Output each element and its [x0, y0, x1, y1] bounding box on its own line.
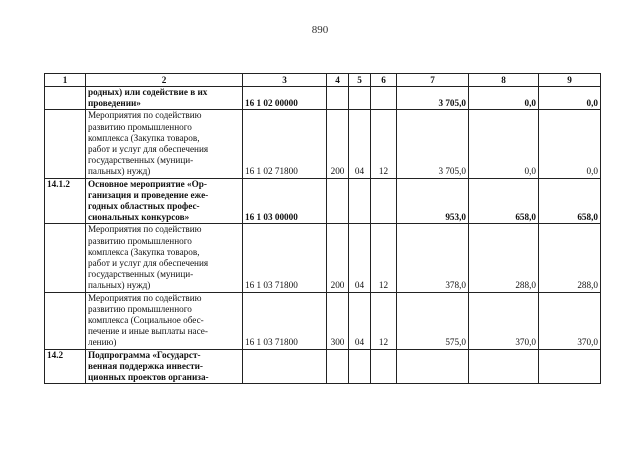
budget-code: 16 1 02 00000	[243, 87, 327, 110]
row-number	[45, 224, 86, 292]
page-number: 890	[311, 24, 329, 36]
row-number: 14.2	[45, 349, 86, 384]
amount-col9: 288,0	[539, 224, 601, 292]
column-header: 9	[539, 74, 601, 87]
table-row	[45, 292, 601, 349]
row-name-text: родных) или содействие в их проведении»	[88, 87, 208, 109]
section-code	[349, 178, 371, 224]
subsection-code: 12	[371, 292, 397, 349]
budget-table	[44, 73, 601, 384]
amount-col7: 378,0	[397, 224, 469, 292]
table-header-row	[45, 74, 601, 87]
subsection-code: 12	[371, 110, 397, 178]
budget-code	[243, 349, 327, 384]
column-header: 6	[371, 74, 397, 87]
row-name-text: Мероприятия по содействию развитию промышленного комплекса (Социальное обес- печение и иные выплаты насе- лению)	[88, 292, 208, 348]
row-name	[86, 110, 243, 178]
amount-col8: 370,0	[469, 292, 539, 349]
section-code	[349, 87, 371, 110]
expense-type	[327, 349, 349, 384]
expense-type: 200	[327, 110, 349, 178]
section-code: 04	[349, 110, 371, 178]
amount-col7	[397, 349, 469, 384]
row-name	[86, 178, 243, 224]
row-name-text: Подпрограмма «Государст- венная поддержка инвести- ционных проектов организа-	[88, 349, 209, 383]
column-header: 4	[327, 74, 349, 87]
amount-col8: 0,0	[469, 87, 539, 110]
amount-col7: 953,0	[397, 178, 469, 224]
table-row	[45, 178, 601, 224]
table-row	[45, 224, 601, 292]
table-row	[45, 87, 601, 110]
row-name-text: Основное мероприятие «Ор- ганизация и проведение еже- годных областных профес- сиональных конкурсов»	[88, 178, 209, 223]
section-code: 04	[349, 292, 371, 349]
amount-col8: 658,0	[469, 178, 539, 224]
amount-col8: 288,0	[469, 224, 539, 292]
subsection-code	[371, 87, 397, 110]
row-number	[45, 292, 86, 349]
expense-type	[327, 87, 349, 110]
row-number	[45, 110, 86, 178]
amount-col9: 658,0	[539, 178, 601, 224]
budget-code: 16 1 03 71800	[243, 224, 327, 292]
expense-type	[327, 178, 349, 224]
subsection-code	[371, 349, 397, 384]
amount-col9	[539, 349, 601, 384]
table-row	[45, 110, 601, 178]
expense-type: 300	[327, 292, 349, 349]
amount-col9: 370,0	[539, 292, 601, 349]
row-number: 14.1.2	[45, 178, 86, 224]
subsection-code: 12	[371, 224, 397, 292]
row-name	[86, 349, 243, 384]
column-header: 2	[86, 74, 243, 87]
column-header: 8	[469, 74, 539, 87]
amount-col9: 0,0	[539, 110, 601, 178]
budget-code: 16 1 03 00000	[243, 178, 327, 224]
subsection-code	[371, 178, 397, 224]
row-name-text: Мероприятия по содействию развитию промышленного комплекса (Закупка товаров, работ и услуг для обеспечения государственных (муници- пальных) нужд)	[88, 110, 209, 177]
amount-col8: 0,0	[469, 110, 539, 178]
row-name	[86, 224, 243, 292]
amount-col8	[469, 349, 539, 384]
column-header: 3	[243, 74, 327, 87]
column-header: 7	[397, 74, 469, 87]
row-name	[86, 292, 243, 349]
row-name-text: Мероприятия по содействию развитию промышленного комплекса (Закупка товаров, работ и услуг для обеспечения государственных (муници- пальных) нужд)	[88, 224, 209, 291]
column-header: 5	[349, 74, 371, 87]
column-header: 1	[45, 74, 86, 87]
row-name	[86, 87, 243, 110]
budget-code: 16 1 02 71800	[243, 110, 327, 178]
table-row	[45, 349, 601, 384]
row-number	[45, 87, 86, 110]
section-code	[349, 349, 371, 384]
section-code: 04	[349, 224, 371, 292]
amount-col7: 575,0	[397, 292, 469, 349]
amount-col7: 3 705,0	[397, 87, 469, 110]
amount-col7: 3 705,0	[397, 110, 469, 178]
amount-col9: 0,0	[539, 87, 601, 110]
budget-code: 16 1 03 71800	[243, 292, 327, 349]
expense-type: 200	[327, 224, 349, 292]
